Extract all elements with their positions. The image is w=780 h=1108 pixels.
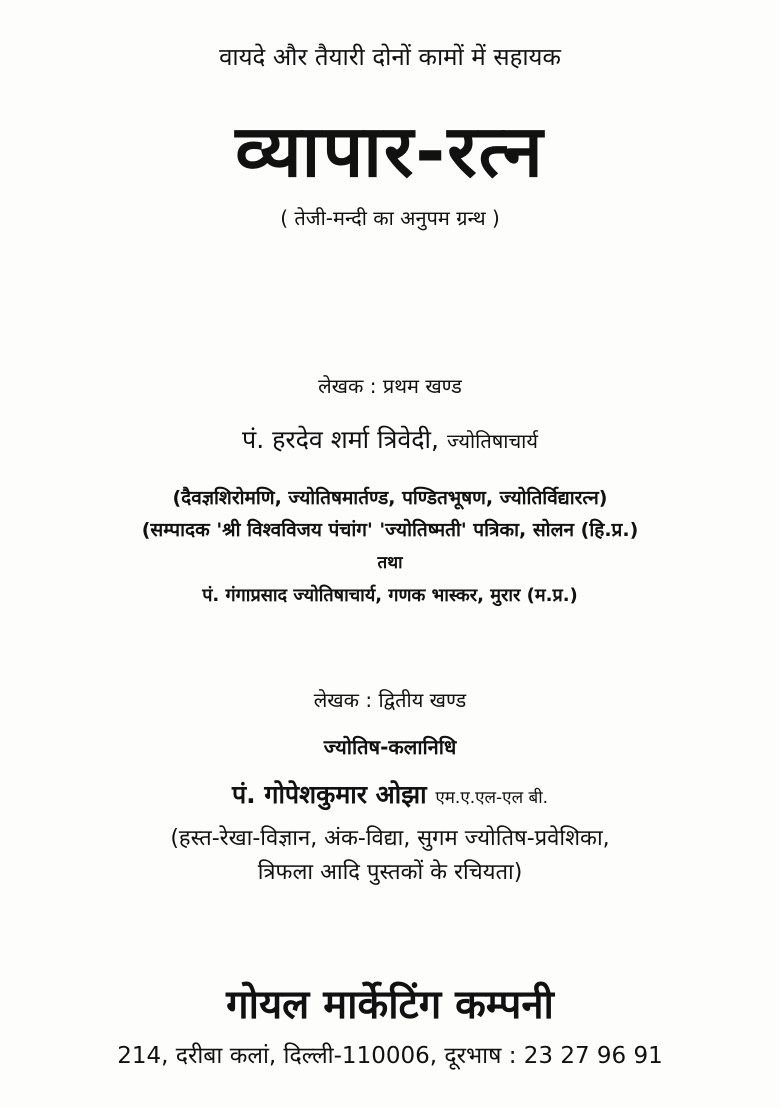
part2-works-line2: त्रिफला आदि पुस्तकों के रचियता) [257,860,523,885]
part1-and: तथा [377,553,403,573]
book-title: व्यापार-रत्न [235,109,545,193]
part1-editor: (सम्पादक 'श्री विश्वविजय पंचांग' 'ज्योतिष्मती' पत्रिका, सोलन (हि.प्र.) [141,519,639,541]
book-subtitle: ( तेजी-मन्दी का अनुपम ग्रन्थ ) [280,206,500,230]
part2-heading: लेखक : द्वितीय खण्ड [313,688,467,712]
part1-coauthor: पं. गंगाप्रसाद ज्योतिषाचार्य, गणक भास्कर, मुरार (म.प्र.) [202,585,578,606]
part1-author: पं. हरदेव शर्मा त्रिवेदी, [242,425,439,454]
publisher-address: 214, दरीबा कलां, दिल्ली-110006, दूरभाष : 23 27 96 91 [117,1043,663,1069]
tagline: वायदे और तैयारी दोनों कामों में सहायक [219,43,561,71]
part2-author-line [0,777,780,811]
part2-works-line1: (हस्त-रेखा-विज्ञान, अंक-विद्या, सुगम ज्योतिष-प्रवेशिका, [170,826,610,851]
publisher-name: गोयल मार्केटिंग कम्पनी [226,982,554,1028]
part1-author-line [0,422,780,456]
part2-author: पं. गोपेशकुमार ओझा [231,780,427,809]
part2-title: ज्योतिष-कलानिधि [323,735,457,759]
part1-author-title: ज्योतिषाचार्य [446,429,538,453]
part1-heading: लेखक : प्रथम खण्ड [318,374,462,398]
part1-honors: (दैवज्ञशिरोमणि, ज्योतिषमार्तण्ड, पण्डितभूषण, ज्योतिर्विद्यारत्न) [172,487,608,509]
part2-degree: एम.ए.एल-एल बी. [435,788,549,808]
